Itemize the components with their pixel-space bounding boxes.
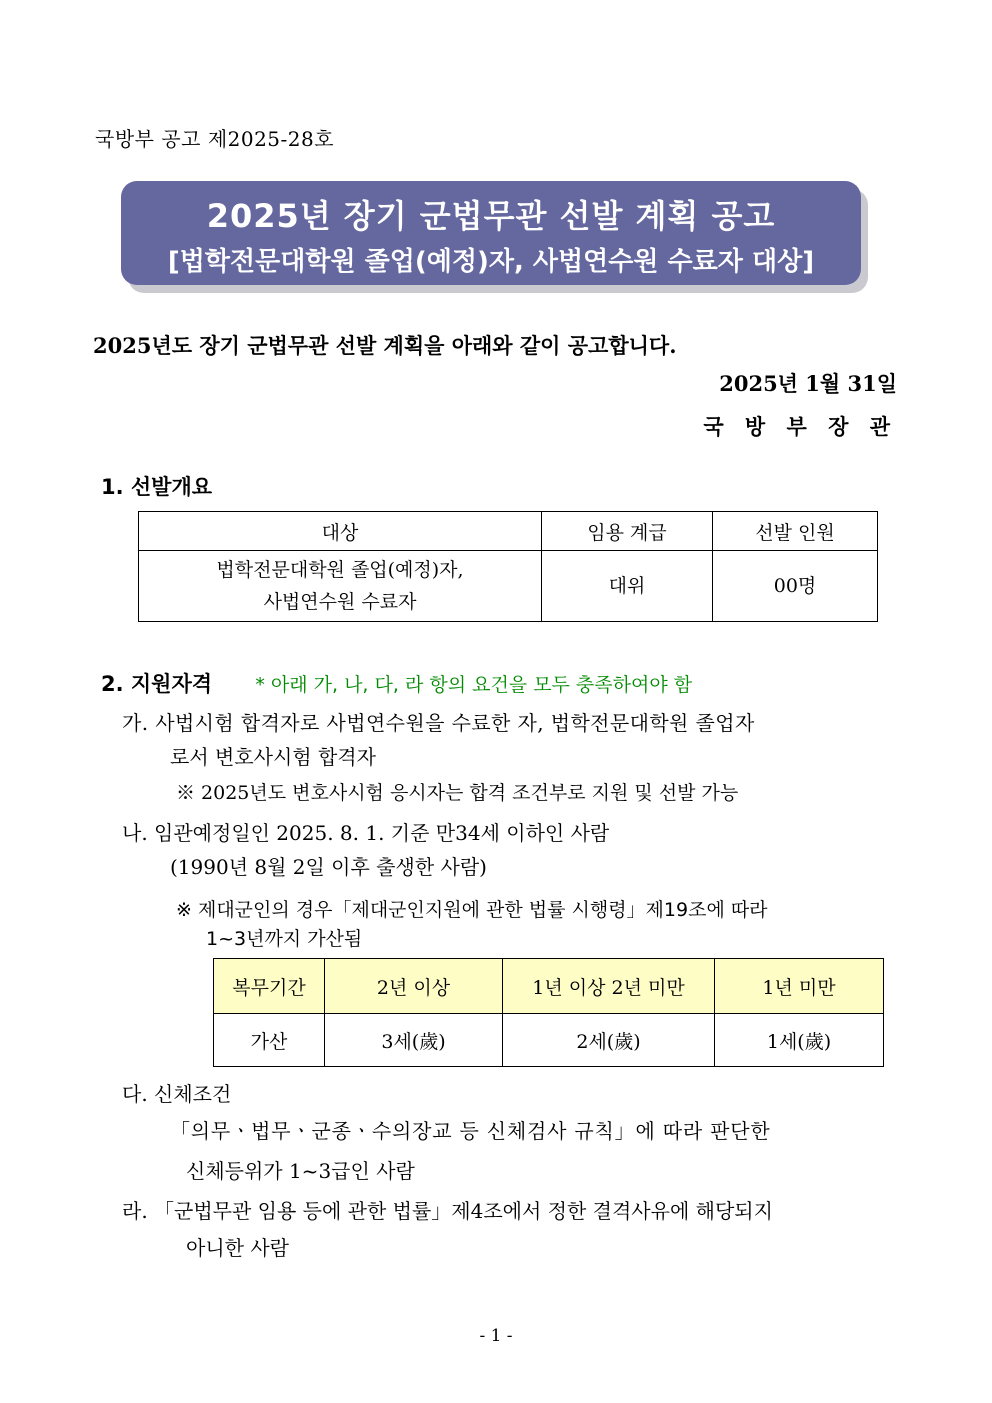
notice-number: 국방부 공고 제2025-28호 (95, 127, 335, 151)
cell-bonus-label: 가산 (214, 1014, 325, 1067)
bonus-age-table (213, 958, 884, 1067)
cell-count: 00명 (713, 551, 878, 622)
item-ga-line1: 가. 사법시험 합격자로 사법연수원을 수료한 자, 법학전문대학원 졸업자 (122, 711, 755, 735)
signer: 국 방 부 장 관 (703, 414, 897, 439)
selection-overview-table (138, 511, 878, 622)
item-da-line2: 「의무ㆍ법무ㆍ군종ㆍ수의장교 등 신체검사 규칙」에 따라 판단한 (170, 1119, 771, 1143)
header-rank: 임용 계급 (542, 512, 713, 551)
target-line1: 법학전문대학원 졸업(예정)자, (216, 559, 464, 581)
cell-rank: 대위 (542, 551, 713, 622)
item-ra-line1: 라. 「군법무관 임용 등에 관한 법률」제4조에서 정한 결격사유에 해당되지 (122, 1199, 773, 1223)
announcement-date: 2025년 1월 31일 (719, 371, 897, 396)
item-ga-remark: ※ 2025년도 변호사시험 응시자는 합격 조건부로 지원 및 선발 가능 (176, 782, 739, 804)
header-target: 대상 (139, 512, 542, 551)
title-line2: [법학전문대학원 졸업(예정)자, 사법연수원 수료자 대상] (167, 247, 815, 277)
cell-bonus-2: 2세(歲) (503, 1014, 715, 1067)
section1-heading: 1. 선발개요 (101, 475, 213, 499)
header-1to2y: 1년 이상 2년 미만 (503, 959, 715, 1014)
intro-text: 2025년도 장기 군법무관 선발 계획을 아래와 같이 공고합니다. (93, 333, 677, 358)
cell-target (139, 551, 542, 622)
item-da-line1: 다. 신체조건 (122, 1082, 232, 1106)
title-box (121, 181, 861, 285)
item-na-remark-line2: 1~3년까지 가산됨 (206, 928, 363, 950)
page-number: - 1 - (479, 1326, 513, 1346)
header-under-1y: 1년 미만 (715, 959, 884, 1014)
section2-note: * 아래 가, 나, 다, 라 항의 요건을 모두 충족하여야 함 (255, 674, 693, 696)
item-da-line3: 신체등위가 1~3급인 사람 (186, 1159, 415, 1183)
cell-bonus-1: 1세(歲) (715, 1014, 884, 1067)
item-na-line2: (1990년 8월 2일 이후 출생한 사람) (170, 855, 487, 879)
section2-heading-text: 2. 지원자격 (101, 672, 213, 696)
title-line1: 2025년 장기 군법무관 선발 계획 공고 (206, 197, 776, 235)
section2-heading (101, 668, 692, 698)
header-service-period: 복무기간 (214, 959, 325, 1014)
target-line2: 사법연수원 수료자 (263, 591, 417, 613)
header-2y-plus: 2년 이상 (325, 959, 503, 1014)
cell-bonus-3: 3세(歲) (325, 1014, 503, 1067)
item-na-line1: 나. 임관예정일인 2025. 8. 1. 기준 만34세 이하인 사람 (122, 821, 610, 845)
item-ra-line2: 아니한 사람 (186, 1236, 289, 1260)
item-na-remark-line1: ※ 제대군인의 경우「제대군인지원에 관한 법률 시행령」제19조에 따라 (176, 899, 768, 921)
item-ga-line2: 로서 변호사시험 합격자 (170, 745, 376, 769)
header-count: 선발 인원 (713, 512, 878, 551)
